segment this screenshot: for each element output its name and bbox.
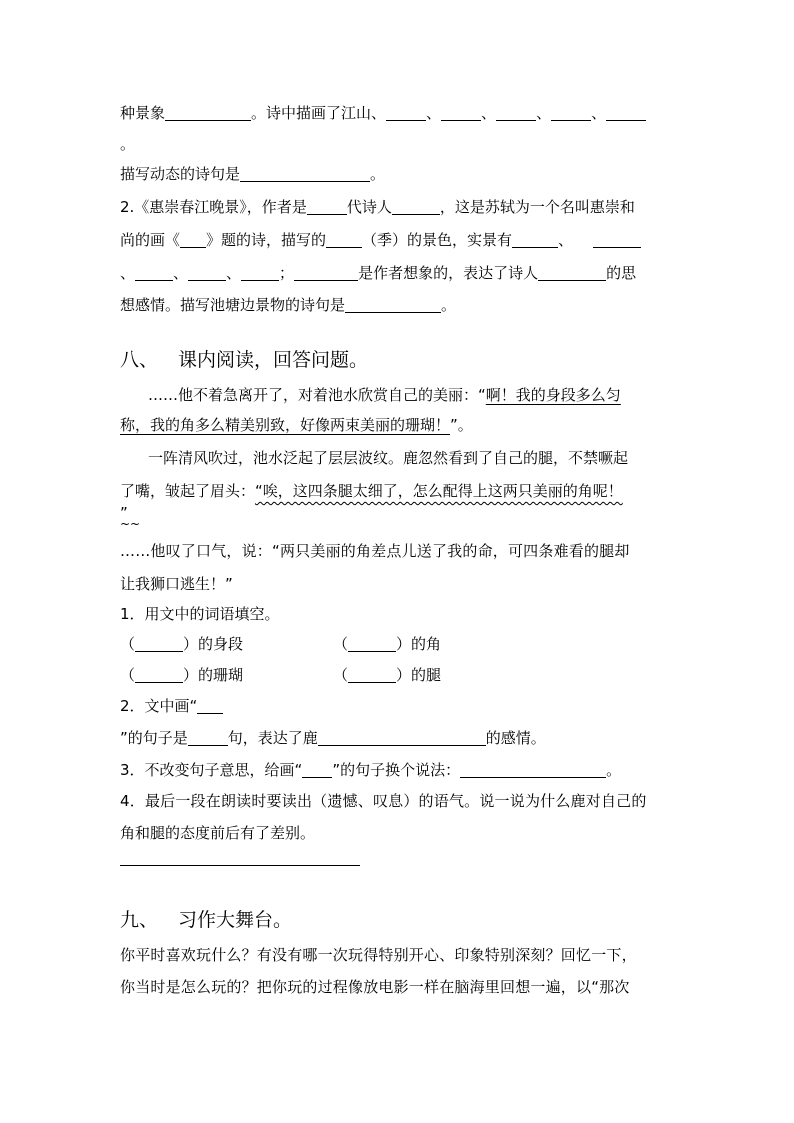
- s7-q2-line-4: [120, 295, 456, 315]
- answer-blank[interactable]: [241, 264, 279, 281]
- answer-blank[interactable]: [496, 104, 536, 121]
- text: 尚的画《: [120, 231, 181, 249]
- answer-blank[interactable]: [386, 104, 426, 121]
- text: 、: [536, 104, 552, 122]
- text: 、: [591, 104, 607, 122]
- text: 描写动态的诗句是: [120, 165, 241, 183]
- question-2-line-2: [120, 728, 546, 748]
- answer-blank[interactable]: [326, 231, 362, 248]
- text: ；: [279, 264, 295, 282]
- text: 代诗人: [346, 198, 392, 216]
- answer-blank[interactable]: [348, 666, 396, 683]
- question-4-line-2: 角和腿的态度前后有了差别。: [120, 824, 316, 842]
- s7-q2-line-1: [120, 197, 635, 217]
- passage-line-2: [120, 415, 473, 435]
- text: 了嘴，皱起了眉头：: [120, 482, 256, 500]
- answer-blank[interactable]: [135, 264, 173, 281]
- section-8-heading: [120, 348, 368, 372]
- text: ”。: [450, 416, 473, 434]
- text: 》题的诗，描写的: [206, 231, 327, 249]
- text: 。: [606, 761, 622, 779]
- underlined-sentence: 称，我的角多么精美别致，好像两束美丽的珊瑚！: [120, 416, 451, 434]
- text: （: [333, 635, 349, 653]
- text: 的角: [411, 635, 442, 653]
- answer-blank[interactable]: [294, 264, 358, 281]
- text: 、: [226, 264, 242, 282]
- text: 、: [173, 264, 189, 282]
- section-title: 课内阅读，回答问题。: [178, 349, 369, 371]
- answer-blank[interactable]: [120, 849, 360, 866]
- text: ）: [183, 666, 199, 684]
- text: 是作者想象的，表达了诗人: [358, 264, 539, 282]
- text: 的感情。: [485, 729, 546, 747]
- text: 、: [481, 104, 497, 122]
- text: 的身段: [198, 635, 244, 653]
- answer-blank[interactable]: [345, 296, 441, 313]
- text: 。: [370, 165, 386, 183]
- answer-blank[interactable]: [240, 165, 370, 182]
- text: ，这是苏轼为一个名叫惠崇和: [439, 198, 635, 216]
- s7-line-3: [120, 164, 385, 184]
- text: 、: [120, 264, 136, 282]
- text: 的珊瑚: [198, 666, 244, 684]
- text: （: [120, 666, 136, 684]
- passage-line-1: [148, 385, 621, 405]
- text: 2．文中画“: [120, 697, 198, 715]
- answer-blank[interactable]: [460, 761, 606, 778]
- text: 种景象: [120, 104, 166, 122]
- text: 想感情。描写池塘边景物的诗句是: [120, 296, 346, 314]
- wavy-mark: ~~: [120, 517, 141, 531]
- answer-blank[interactable]: [188, 729, 228, 746]
- fill-item-4: [333, 665, 441, 685]
- answer-blank[interactable]: [348, 635, 396, 652]
- fill-item-1: [120, 634, 243, 654]
- text: 句，表达了鹿: [227, 729, 318, 747]
- answer-blank[interactable]: [165, 104, 251, 121]
- section-number: 九、: [120, 909, 159, 931]
- text: 2.《惠崇春江晚景》，作者是: [120, 198, 307, 216]
- answer-blank[interactable]: [318, 729, 486, 746]
- answer-blank[interactable]: [606, 104, 646, 121]
- answer-blank[interactable]: [441, 104, 481, 121]
- passage-line-5: ”: [120, 504, 128, 522]
- underline-sample: [197, 697, 223, 714]
- passage-line-4: [120, 481, 623, 501]
- writing-prompt-line-2: 你当时是怎么玩的？把你玩的过程像放电影一样在脑海里回想一遍，以“那次: [120, 978, 630, 996]
- section-title: 习作大舞台。: [178, 909, 293, 931]
- answer-blank[interactable]: [593, 231, 641, 248]
- s7-q2-line-3: [120, 263, 636, 283]
- section-9-heading: [120, 908, 292, 932]
- passage-line-6: ……他叹了口气，说：“两只美丽的角差点儿送了我的命，可四条难看的腿却: [120, 542, 630, 560]
- answer-blank[interactable]: [551, 104, 591, 121]
- answer-blank[interactable]: [392, 198, 440, 215]
- text: （季）的景色，实景有: [362, 231, 513, 249]
- text: 。诗中描画了江山、: [251, 104, 387, 122]
- question-3: [120, 760, 621, 780]
- text: 、: [558, 231, 574, 249]
- underline-sample: [302, 761, 332, 778]
- text: ）: [396, 666, 412, 684]
- question-4-answer-line: [120, 848, 360, 868]
- s7-q2-line-2: [120, 230, 641, 250]
- answer-blank[interactable]: [307, 198, 347, 215]
- text: （: [120, 635, 136, 653]
- question-4-line-1: 4．最后一段在朗读时要读出（遗憾、叹息）的语气。说一说为什么鹿对自己的: [120, 792, 647, 810]
- underlined-sentence: 啊！我的身段多么匀: [485, 386, 621, 404]
- text: 、: [426, 104, 442, 122]
- text: ）: [183, 635, 199, 653]
- answer-blank[interactable]: [135, 635, 183, 652]
- s7-line-1: [120, 103, 646, 123]
- answer-blank[interactable]: [538, 264, 606, 281]
- answer-blank[interactable]: [135, 666, 183, 683]
- wavy-underlined-sentence: “唉，这四条腿太细了，怎么配得上这两只美丽的角呢！: [255, 482, 623, 500]
- text: 的腿: [411, 666, 442, 684]
- passage-line-3: 一阵清风吹过，池水泛起了层层波纹。鹿忽然看到了自己的腿，不禁噘起: [148, 449, 629, 467]
- text: ）: [396, 635, 412, 653]
- text: ……他不着急离开了，对着池水欣赏自己的美丽：“: [148, 386, 486, 404]
- section-number: 八、: [120, 349, 159, 371]
- passage-line-7: 让我狮口逃生！”: [120, 575, 233, 593]
- fill-item-2: [333, 634, 441, 654]
- answer-blank[interactable]: [512, 231, 558, 248]
- answer-blank[interactable]: [180, 231, 206, 248]
- text: 。: [441, 296, 457, 314]
- text: 3．不改变句子意思，给画“: [120, 761, 303, 779]
- text: ”的句子换个说法：: [332, 761, 461, 779]
- fill-item-3: [120, 665, 243, 685]
- text: 的思: [606, 264, 637, 282]
- text: ”的句子是: [120, 729, 188, 747]
- writing-prompt-line-1: 你平时喜欢玩什么？有没有哪一次玩得特别开心、印象特别深刻？回忆一下，: [120, 946, 637, 964]
- text: （: [333, 666, 349, 684]
- question-2-line-1: [120, 696, 223, 716]
- s7-line-2: 。: [120, 135, 136, 153]
- question-1: 1．用文中的词语填空。: [120, 605, 280, 623]
- answer-blank[interactable]: [188, 264, 226, 281]
